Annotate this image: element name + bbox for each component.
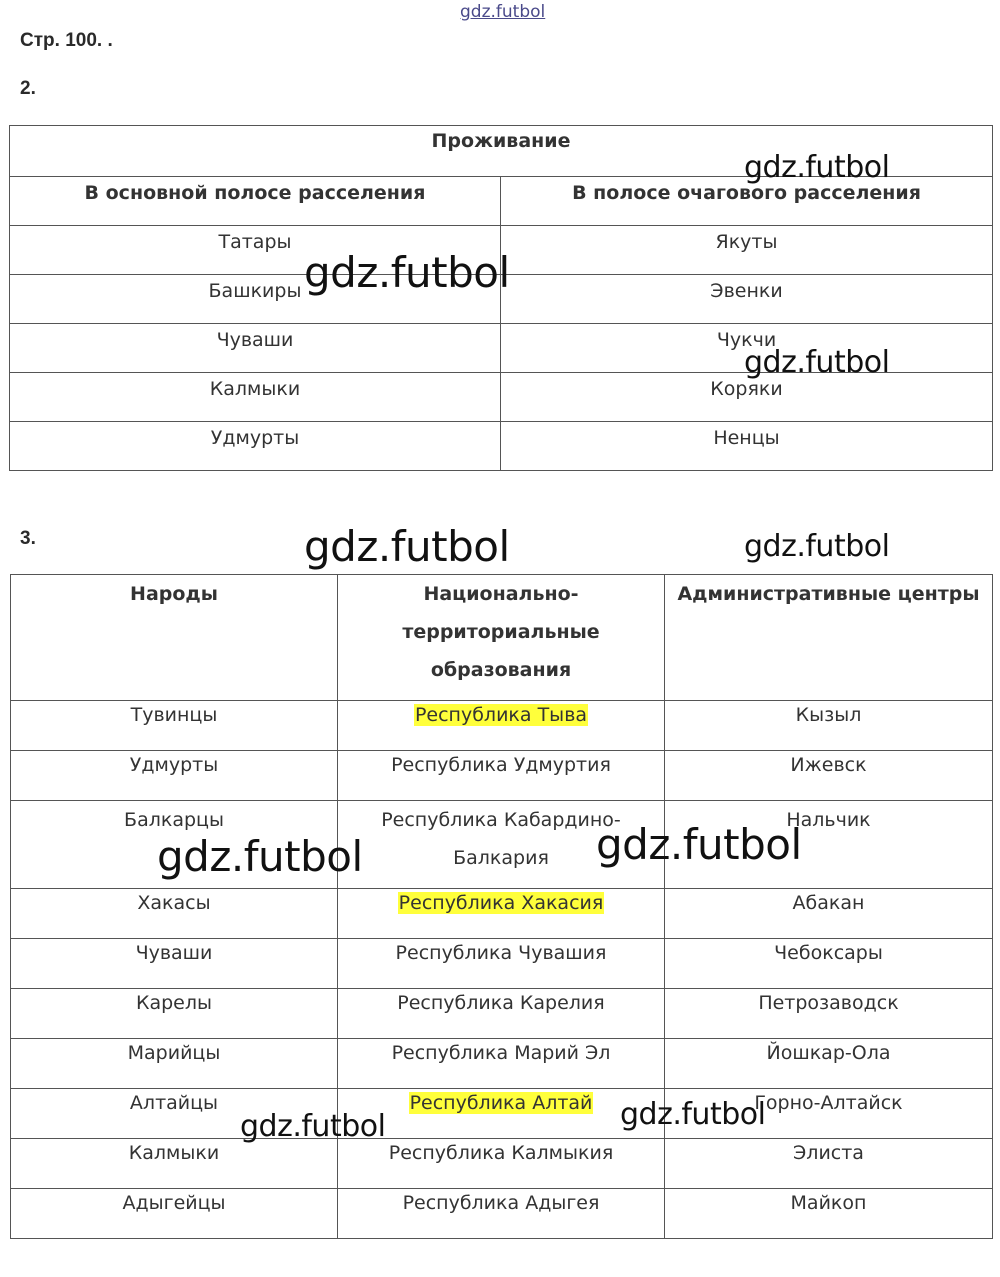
formation-cell: Республика Калмыкия [338,1139,665,1189]
task-3-number: 3. [20,528,36,549]
people-cell: Карелы [11,989,338,1039]
table-row [11,751,993,801]
table-row [11,1139,993,1189]
table-cell: Удмурты [10,422,501,471]
watermark: gdz.futbol [157,832,363,881]
formation-cell: Республика Удмуртия [338,751,665,801]
center-cell: Нальчик [665,801,993,889]
table-row [11,701,993,751]
formation-cell [338,701,665,751]
people-cell: Марийцы [11,1039,338,1089]
center-cell: Кызыл [665,701,993,751]
center-cell: Йошкар-Ола [665,1039,993,1089]
residence-table [9,125,993,471]
watermark: gdz.futbol [240,1109,386,1144]
formation-cell: Республика Адыгея [338,1189,665,1239]
table-cell: Башкиры [10,275,501,324]
table-row [10,373,993,422]
table-row [10,275,993,324]
watermark: gdz.futbol [744,529,890,564]
highlighted-formation: Республика Тыва [414,704,588,726]
top-watermark-link[interactable]: gdz.futbol [460,2,546,22]
formation-cell: Республика Чувашия [338,939,665,989]
people-cell: Удмурты [11,751,338,801]
page-label: Стр. 100. . [20,30,113,51]
formation-cell: Республика Карелия [338,989,665,1039]
table-row [11,1089,993,1139]
people-cell: Калмыки [11,1139,338,1189]
watermark: gdz.futbol [620,1097,766,1132]
column-header-focal-zone: В полосе очагового расселения [501,177,993,226]
table-cell: Чуваши [10,324,501,373]
table-row [11,939,993,989]
center-cell: Абакан [665,889,993,939]
center-cell: Петрозаводск [665,989,993,1039]
table-cell: Калмыки [10,373,501,422]
task-2-number: 2. [20,78,36,99]
people-cell: Балкарцы [11,801,338,889]
formation-cell [338,889,665,939]
peoples-table [10,574,993,1239]
center-cell: Элиста [665,1139,993,1189]
people-cell: Хакасы [11,889,338,939]
table-cell: Эвенки [501,275,993,324]
people-cell: Чуваши [11,939,338,989]
table-row [11,1039,993,1089]
table-row [11,1189,993,1239]
highlighted-formation: Республика Алтай [409,1092,593,1114]
watermark: gdz.futbol [596,820,802,869]
center-cell: Горно-Алтайск [665,1089,993,1139]
watermark: gdz.futbol [744,150,890,185]
column-header-peoples: Народы [11,575,338,701]
table-row [11,989,993,1039]
people-cell: Алтайцы [11,1089,338,1139]
people-cell: Адыгейцы [11,1189,338,1239]
table-row [11,889,993,939]
formation-cell: Республика Кабардино-Балкария [338,801,665,889]
watermark: gdz.futbol [304,248,510,297]
column-header-main-zone: В основной полосе расселения [10,177,501,226]
table-cell: Якуты [501,226,993,275]
table-cell: Коряки [501,373,993,422]
formation-cell: Республика Марий Эл [338,1039,665,1089]
table-row [10,422,993,471]
table-cell: Ненцы [501,422,993,471]
center-cell: Майкоп [665,1189,993,1239]
column-header-formations: Национально-территориальные образования [338,575,665,701]
formation-cell [338,1089,665,1139]
column-header-centers: Административные центры [665,575,993,701]
table-row [11,801,993,889]
watermark: gdz.futbol [744,345,890,380]
watermark: gdz.futbol [304,522,510,571]
table-row [10,324,993,373]
table-cell: Татары [10,226,501,275]
center-cell: Чебоксары [665,939,993,989]
highlighted-formation: Республика Хакасия [398,892,604,914]
people-cell: Тувинцы [11,701,338,751]
residence-table-title: Проживание [10,126,993,177]
table-cell: Чукчи [501,324,993,373]
table-row [10,226,993,275]
center-cell: Ижевск [665,751,993,801]
